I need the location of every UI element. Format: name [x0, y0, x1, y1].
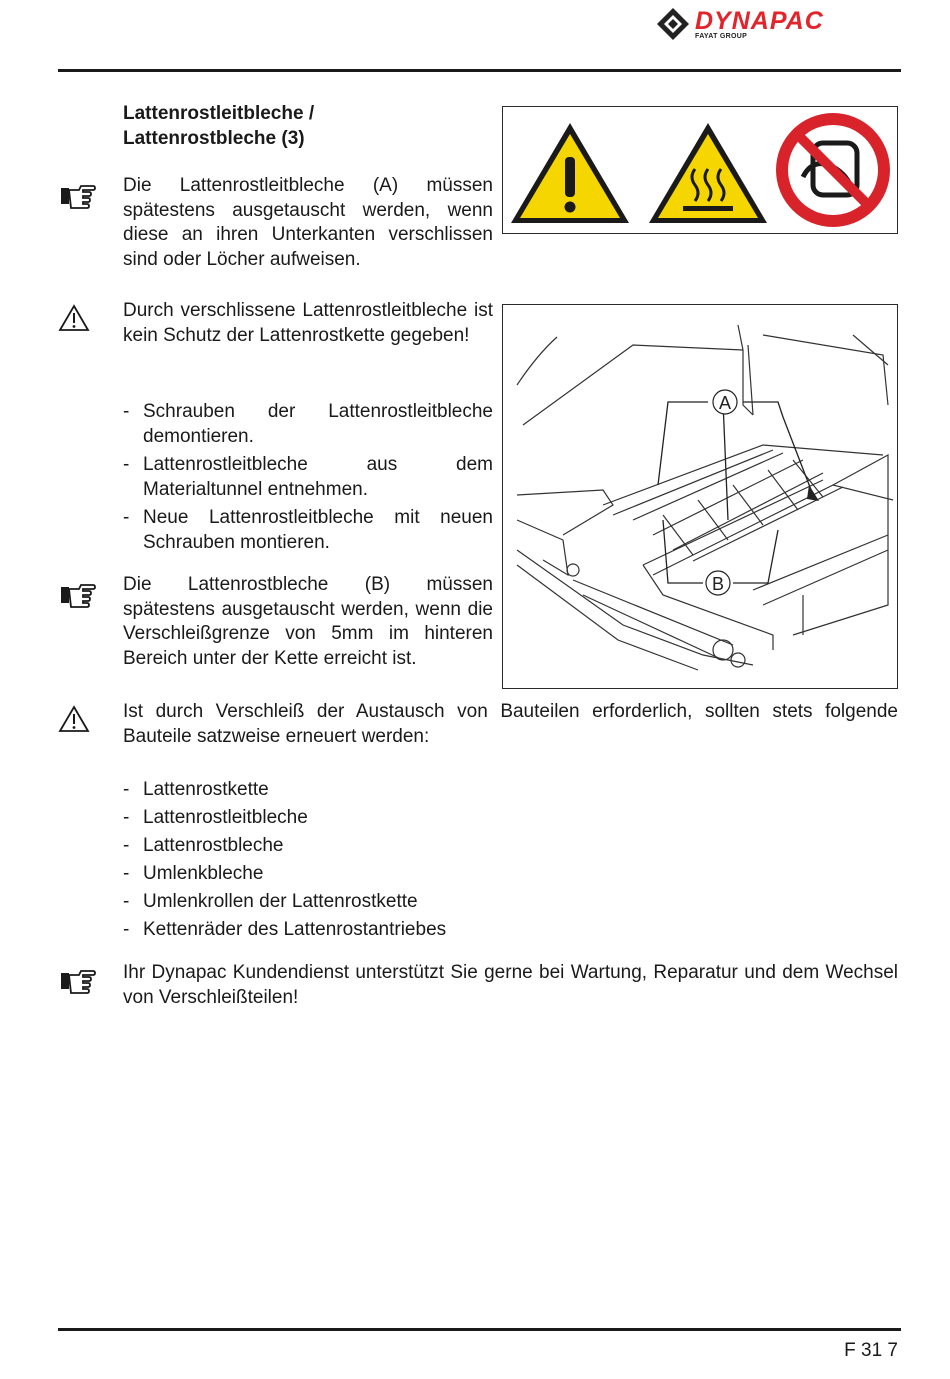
- hot-surface-icon: [649, 123, 767, 223]
- label-a: A: [718, 393, 732, 413]
- note-grate-plates: Die Lattenrostbleche (B) müssen spätestens ausgetauscht werden, wenn die Verschleißgrenze von 5mm im hinteren Bereich unter der Kette erreicht ist.: [123, 574, 493, 669]
- warning-triangle-icon: [58, 704, 96, 734]
- dynapac-logo: [655, 6, 905, 42]
- list-item: - Umlenkrollen der Lattenrostkette: [123, 891, 418, 912]
- warning-worn-plates: Durch verschlissene Lattenrostleitbleche ist kein Schutz der Lattenrostkette gegeben!: [123, 300, 493, 346]
- conveyor-drawing: [503, 305, 897, 688]
- safety-signs-box: [502, 106, 898, 234]
- brand-subtitle: FAYAT GROUP: [695, 33, 748, 40]
- safety-signs-graphic: [503, 107, 897, 233]
- header-rule: [58, 69, 901, 72]
- list-item: - Lattenrostleitbleche: [123, 807, 308, 828]
- section-title-line2: Lattenrostbleche (3): [123, 128, 305, 149]
- pointing-hand-icon: [58, 180, 96, 210]
- no-reaching-in-icon: [776, 113, 890, 227]
- brand-name: DYNAPAC: [695, 7, 824, 35]
- list-item: - Lattenrostleitbleche aus dem Materialtunnel entnehmen.: [123, 454, 493, 500]
- replacement-steps: [123, 400, 493, 555]
- label-b: B: [711, 574, 725, 594]
- technical-drawing-box: [502, 304, 898, 689]
- note-customer-service: Ihr Dynapac Kundendienst unterstützt Sie gerne bei Wartung, Reparatur und dem Wechsel von Verschleißteilen!: [123, 962, 898, 1008]
- page-number: F 31 7: [844, 1340, 898, 1361]
- pointing-hand-icon: [58, 965, 96, 995]
- list-item: - Schrauben der Lattenrostleitbleche demontieren.: [123, 401, 493, 447]
- list-item: - Lattenrostkette: [123, 779, 269, 800]
- list-item: - Umlenkbleche: [123, 863, 264, 884]
- pointing-hand-icon: [58, 579, 96, 609]
- list-item: - Kettenräder des Lattenrostantriebes: [123, 919, 447, 940]
- section-title-line1: Lattenrostleitbleche /: [123, 103, 315, 124]
- note-guide-plates: Die Lattenrostleitbleche (A) müssen spätestens ausgetauscht werden, wenn diese an ihren Unterkanten verschlissen sind oder Löcher aufweisen.: [123, 175, 493, 270]
- section-title: [123, 101, 493, 151]
- parts-list: [123, 776, 723, 944]
- footer-rule: [58, 1328, 901, 1331]
- warning-general-icon: [511, 123, 629, 223]
- list-item: - Lattenrostbleche: [123, 835, 284, 856]
- warning-triangle-icon: [58, 303, 96, 333]
- list-item: - Neue Lattenrostleitbleche mit neuen Schrauben montieren.: [123, 507, 493, 553]
- warning-replace-set: Ist durch Verschleiß der Austausch von Bauteilen erforderlich, sollten stets folgende Bauteile satzweise erneuert werden:: [123, 701, 898, 747]
- logo-diamond-icon: [655, 6, 691, 42]
